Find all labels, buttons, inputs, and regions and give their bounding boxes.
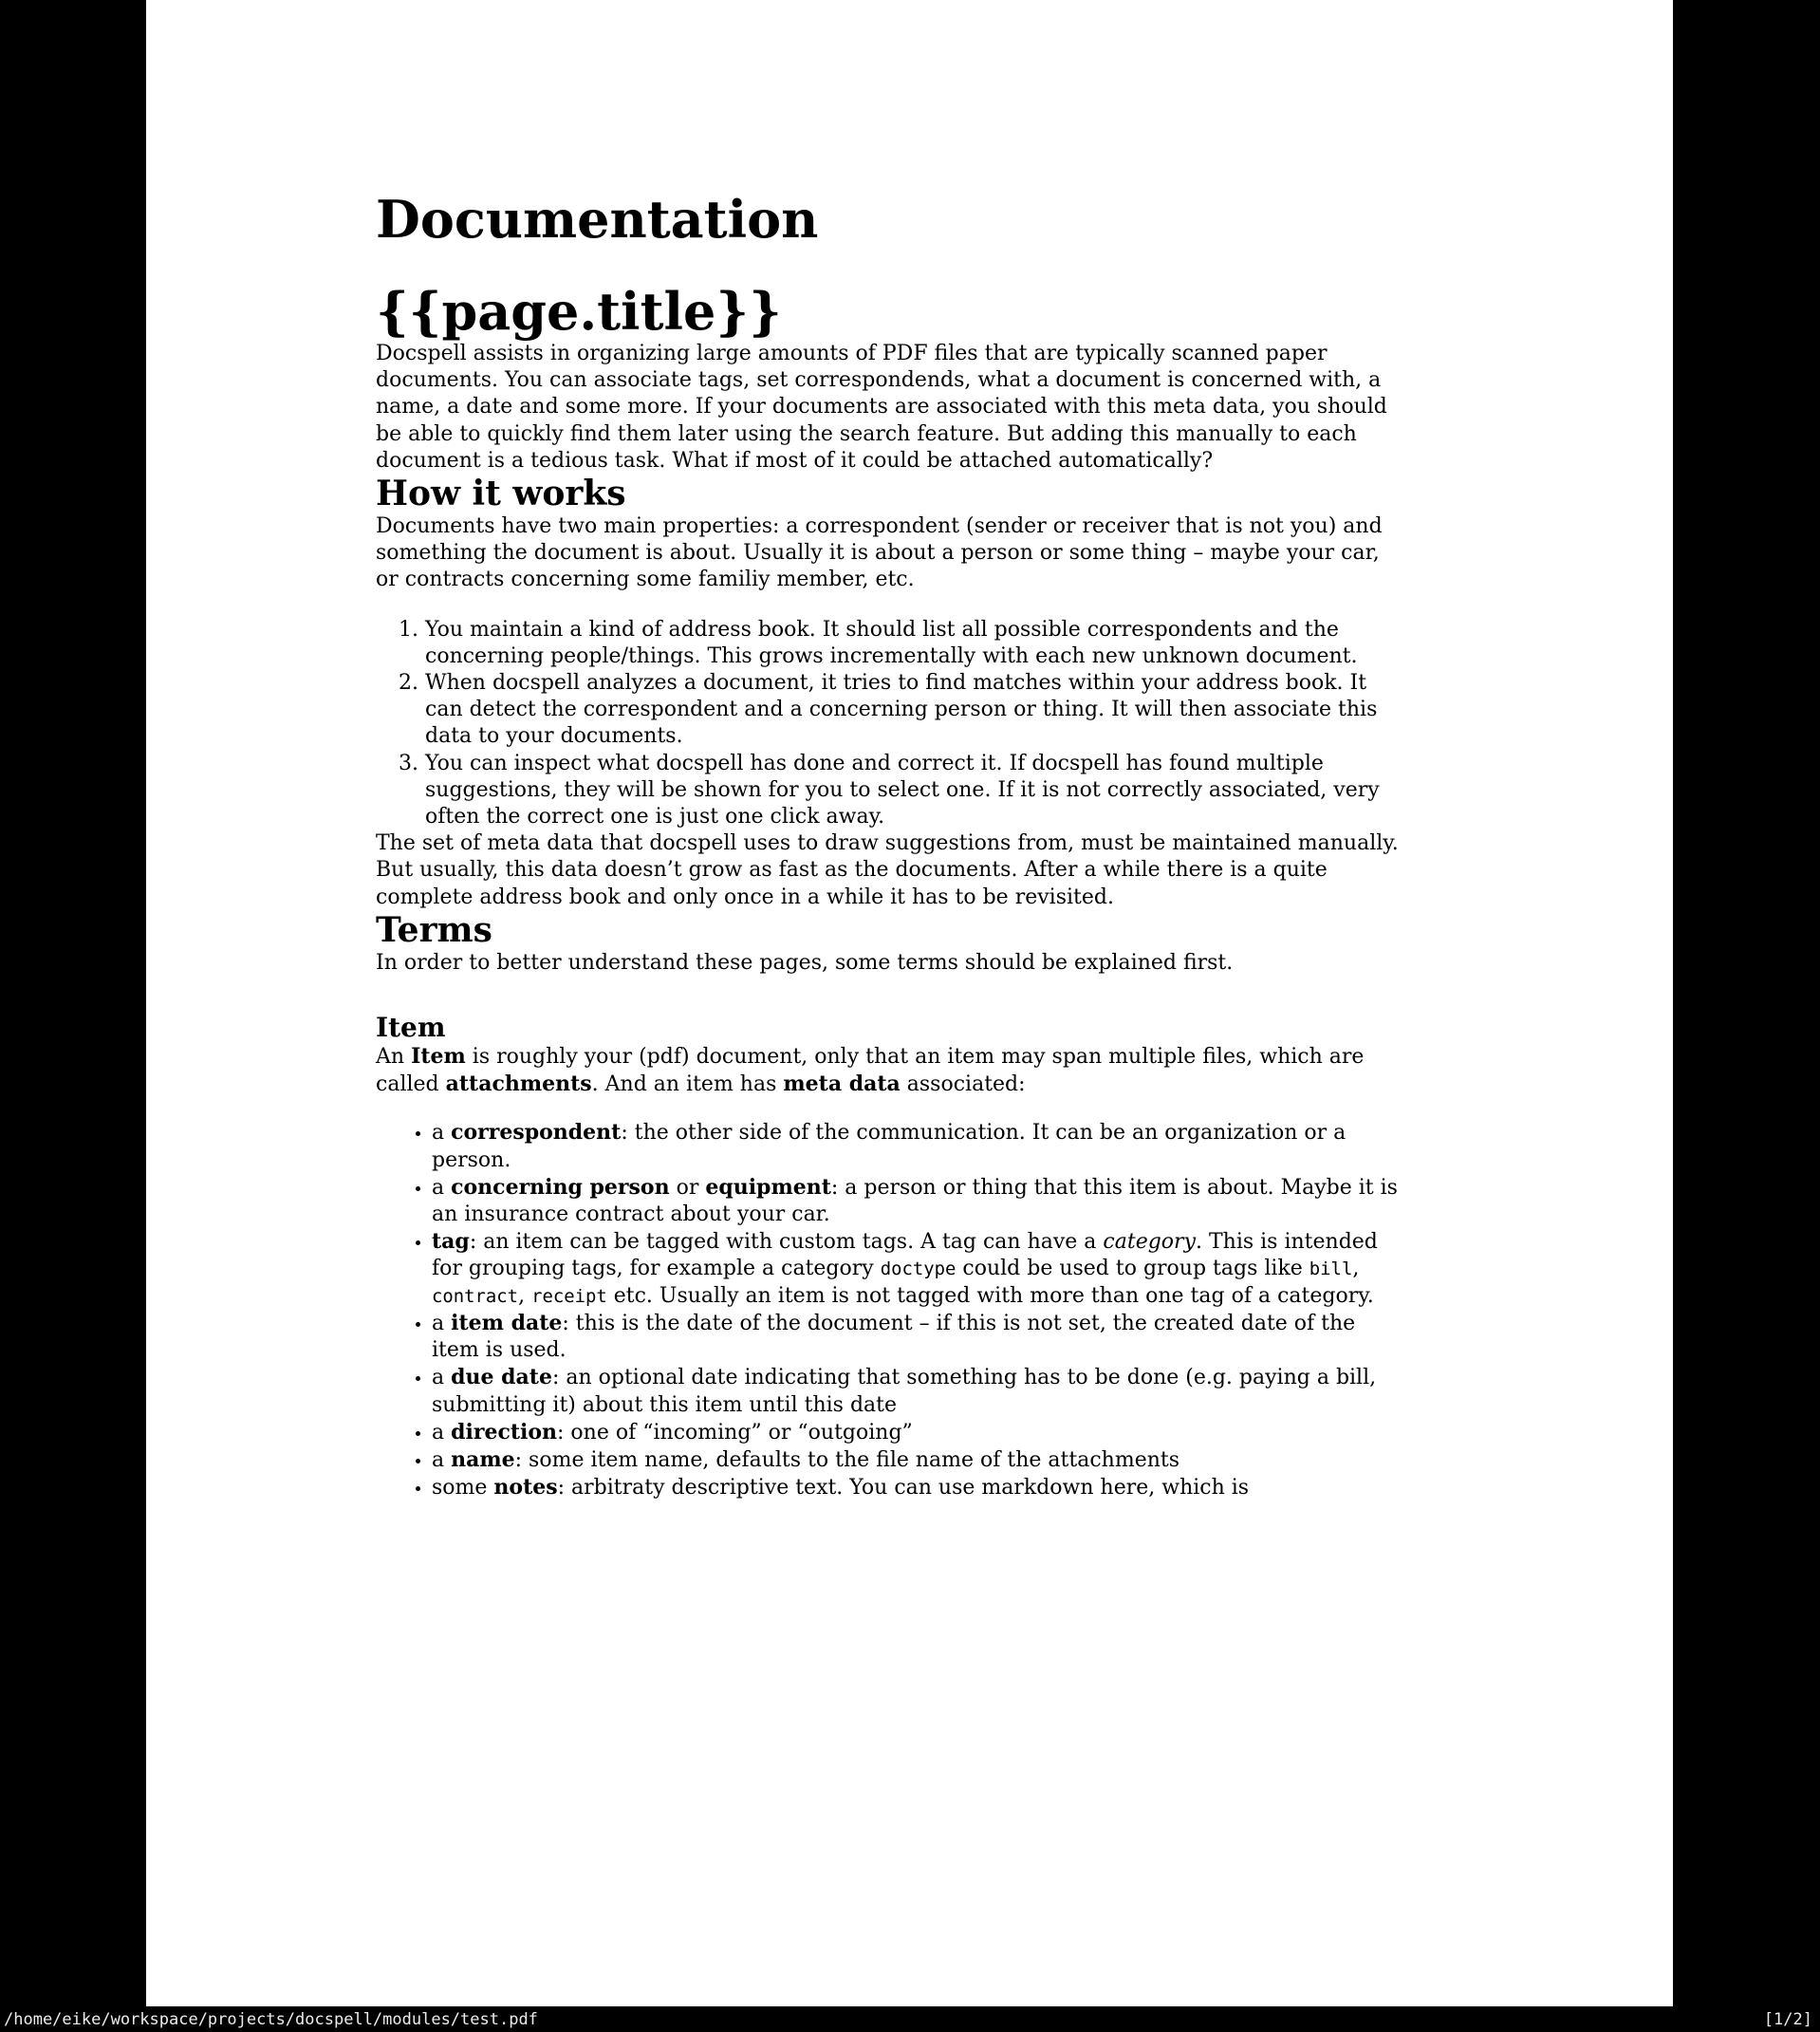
- list-item: 1. You maintain a kind of address book. It should list all possible correspondents and the concerning people/things. This grows incrementally with each new unknown document.: [425, 617, 1401, 670]
- list-item: • a name: some item name, defaults to the file name of the attachments: [432, 1446, 1401, 1474]
- doc-title-template: {{page.title}}: [376, 281, 782, 342]
- file-path: /home/eike/workspace/projects/docspell/modules/test.pdf: [4, 2009, 538, 2029]
- list-item: • some notes: arbitraty descriptive text. You can use markdown here, which is: [432, 1474, 1401, 1501]
- how-it-works-steps: [376, 617, 1401, 831]
- list-item: • a concerning person or equipment: a person or thing that this item is about. Maybe it is an insurance contract about your car.: [432, 1174, 1401, 1228]
- subsection-heading-item: Item: [376, 1012, 446, 1044]
- pdf-page[interactable]: [146, 0, 1673, 2006]
- list-item: 2. When docspell analyzes a document, it tries to find matches within your address book. It can detect the correspondent and a concerning person or thing. It will then associate this data to your documents.: [425, 670, 1401, 751]
- list-item: • tag: an item can be tagged with custom tags. A tag can have a category. This is intended for grouping tags, for example a category doctype could be used to group tags like bill, contract, receipt etc. Usually an item is not tagged with more than one tag of a category.: [432, 1228, 1401, 1310]
- status-bar: [0, 2006, 1820, 2032]
- list-item: • a correspondent: the other side of the communication. It can be an organization or a person.: [432, 1119, 1401, 1173]
- document-content: [376, 0, 1401, 1501]
- list-item: • a direction: one of “incoming” or “outgoing”: [432, 1419, 1401, 1446]
- doc-title: Documentation: [376, 189, 819, 250]
- paragraph-intro: Docspell assists in organizing large amounts of PDF files that are typically scanned paper documents. You can associate tags, set correspondends, what a document is concerned with, a name, a date and some more. If your documents are associated with this meta data, you should be able to quickly find them later using the search feature. But adding this manually to each document is a tedious task. What if most of it could be attached automatically?: [376, 342, 1387, 473]
- list-item: • a item date: this is the date of the document – if this is not set, the created date of the item is used.: [432, 1310, 1401, 1364]
- list-item: • a due date: an optional date indicating that something has to be done (e.g. paying a bill, submitting it) about this item until this date: [432, 1364, 1401, 1418]
- item-meta-data-list: [376, 1119, 1401, 1501]
- paragraph-item-definition: An Item is roughly your (pdf) document, only that an item may span multiple files, which are called attachments. And an item has meta data associated:: [376, 1044, 1365, 1097]
- paragraph-terms-intro: In order to better understand these pages, some terms should be explained first.: [376, 950, 1234, 975]
- paragraph-how-it-works-2: The set of meta data that docspell uses to draw suggestions from, must be maintained manually. But usually, this data doesn’t grow as fast as the documents. After a while there is a quite complete address book and only once in a while it has to be revisited.: [376, 831, 1399, 909]
- list-item: 3. You can inspect what docspell has done and correct it. If docspell has found multiple suggestions, they will be shown for you to select one. If it is not correctly associated, very often the correct one is just one click away.: [425, 751, 1401, 831]
- section-heading-terms: Terms: [376, 909, 492, 950]
- paragraph-how-it-works-1: Documents have two main properties: a correspondent (sender or receiver that is not you) and something the document is about. Usually it is about a person or some thing – maybe your car, or contracts concerning some familiy member, etc.: [376, 514, 1383, 592]
- page-indicator: [1/2]: [1763, 2009, 1812, 2029]
- section-heading-how-it-works: How it works: [376, 474, 626, 514]
